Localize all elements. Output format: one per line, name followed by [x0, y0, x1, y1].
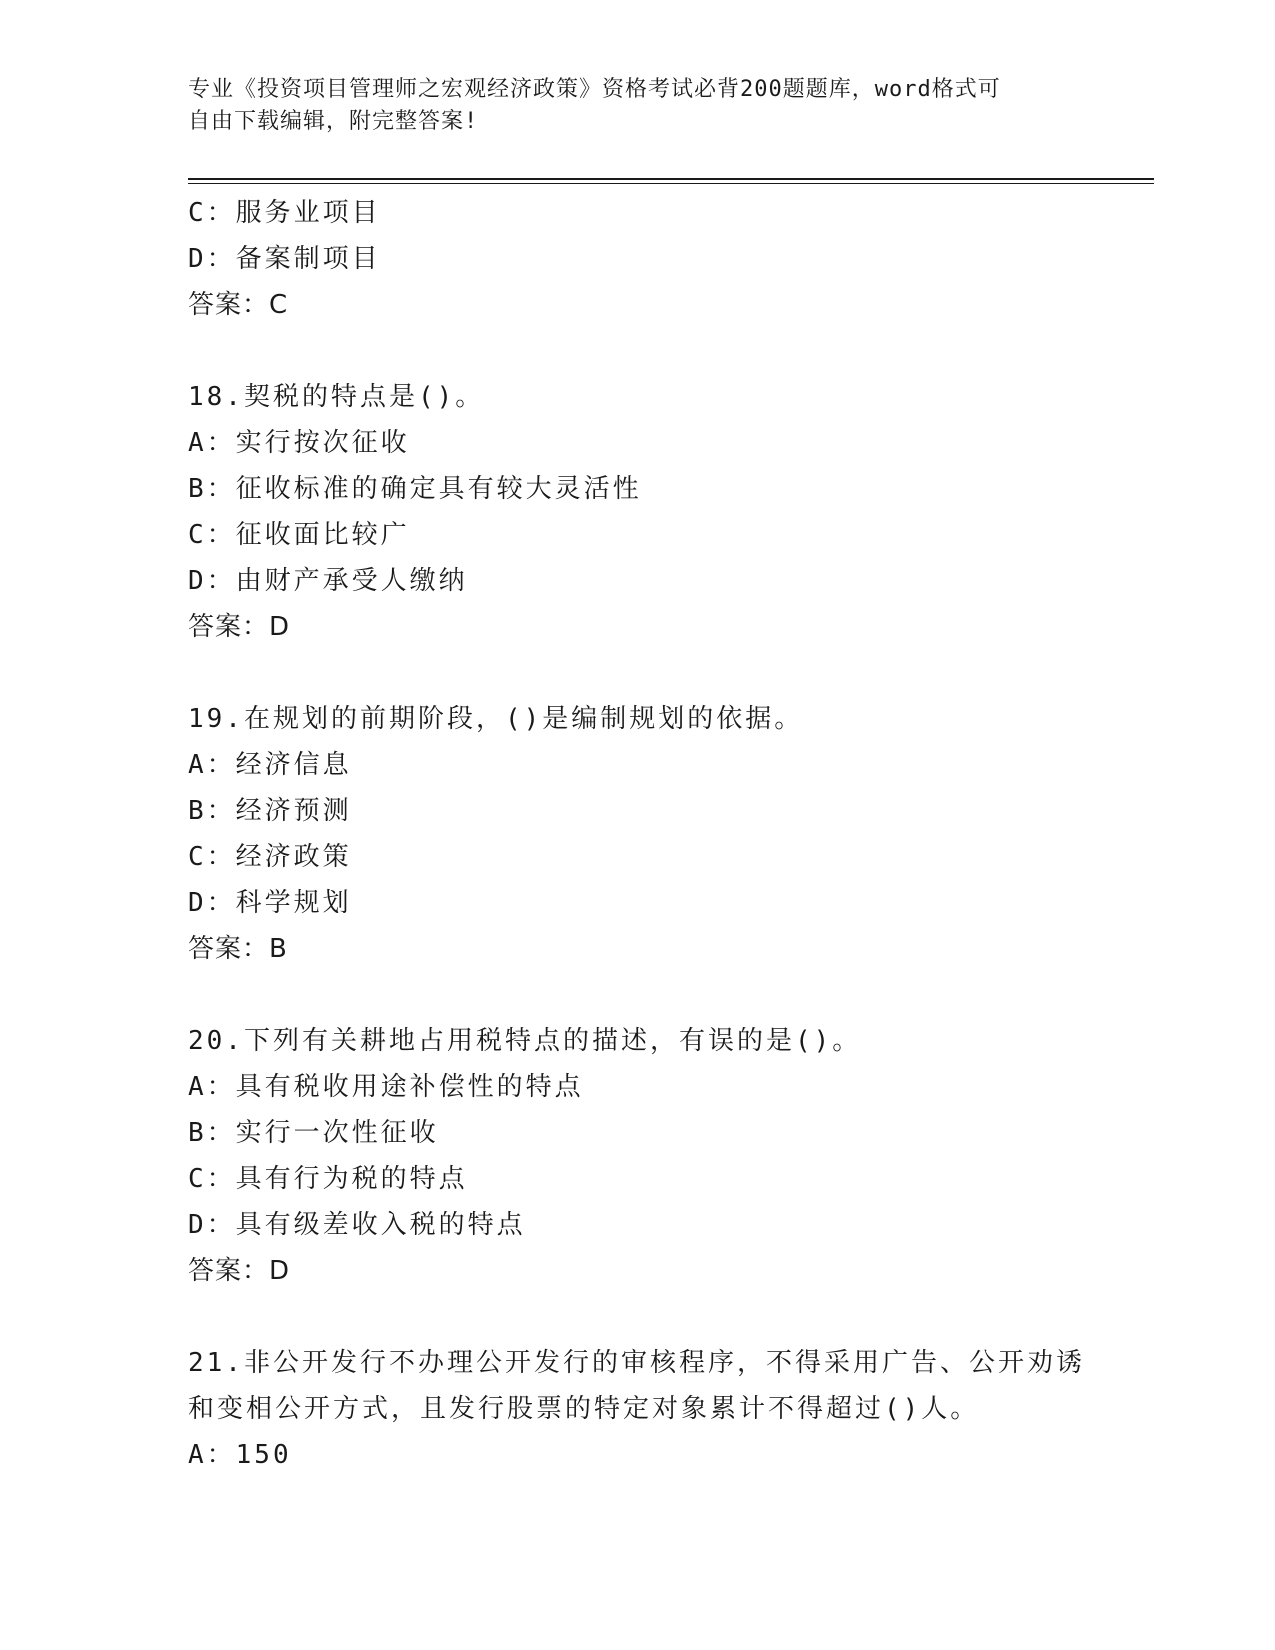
spacer	[188, 650, 1088, 696]
question-stem: 18.契税的特点是()。	[188, 382, 485, 412]
answer-label: 答案：D	[188, 1256, 291, 1286]
answer-label: 答案：C	[188, 290, 289, 320]
question-18	[188, 374, 1088, 650]
header-line-1: 专业《投资项目管理师之宏观经济政策》资格考试必背200题题库，word格式可	[188, 77, 1001, 102]
answer-label: 答案：D	[188, 612, 291, 642]
header-rule-thick	[188, 178, 1154, 180]
question-20	[188, 1018, 1088, 1294]
option-a: A：实行按次征收	[188, 428, 410, 458]
option-c: C：经济政策	[188, 842, 352, 872]
option-c: C：征收面比较广	[188, 520, 410, 550]
document-header	[188, 74, 1088, 138]
spacer	[188, 1294, 1088, 1340]
answer-label: 答案：B	[188, 934, 288, 964]
spacer	[188, 972, 1088, 1018]
question-stem: 20.下列有关耕地占用税特点的描述，有误的是()。	[188, 1026, 862, 1056]
option-a: A：150	[188, 1440, 292, 1470]
option-d: D：具有级差收入税的特点	[188, 1210, 526, 1240]
option-b: B：征收标准的确定具有较大灵活性	[188, 474, 642, 504]
option-a: A：经济信息	[188, 750, 352, 780]
option-a: A：具有税收用途补偿性的特点	[188, 1072, 584, 1102]
spacer	[188, 328, 1088, 374]
header-line-2: 自由下载编辑，附完整答案!	[188, 109, 479, 134]
option-c: C：服务业项目	[188, 198, 381, 228]
question-19	[188, 696, 1088, 972]
question-17-tail	[188, 190, 1088, 328]
option-c: C：具有行为税的特点	[188, 1164, 468, 1194]
option-d: D：科学规划	[188, 888, 352, 918]
option-d: D：由财产承受人缴纳	[188, 566, 468, 596]
question-list	[188, 190, 1088, 1478]
question-stem-line-1: 21.非公开发行不办理公开发行的审核程序，不得采用广告、公开劝诱	[188, 1348, 1085, 1378]
option-d: D：备案制项目	[188, 244, 381, 274]
question-21	[188, 1340, 1088, 1478]
question-stem: 19.在规划的前期阶段，()是编制规划的依据。	[188, 704, 804, 734]
header-rule-thin	[188, 183, 1154, 184]
option-b: B：实行一次性征收	[188, 1118, 439, 1148]
question-stem-line-2: 和变相公开方式，且发行股票的特定对象累计不得超过()人。	[188, 1394, 980, 1424]
option-b: B：经济预测	[188, 796, 352, 826]
